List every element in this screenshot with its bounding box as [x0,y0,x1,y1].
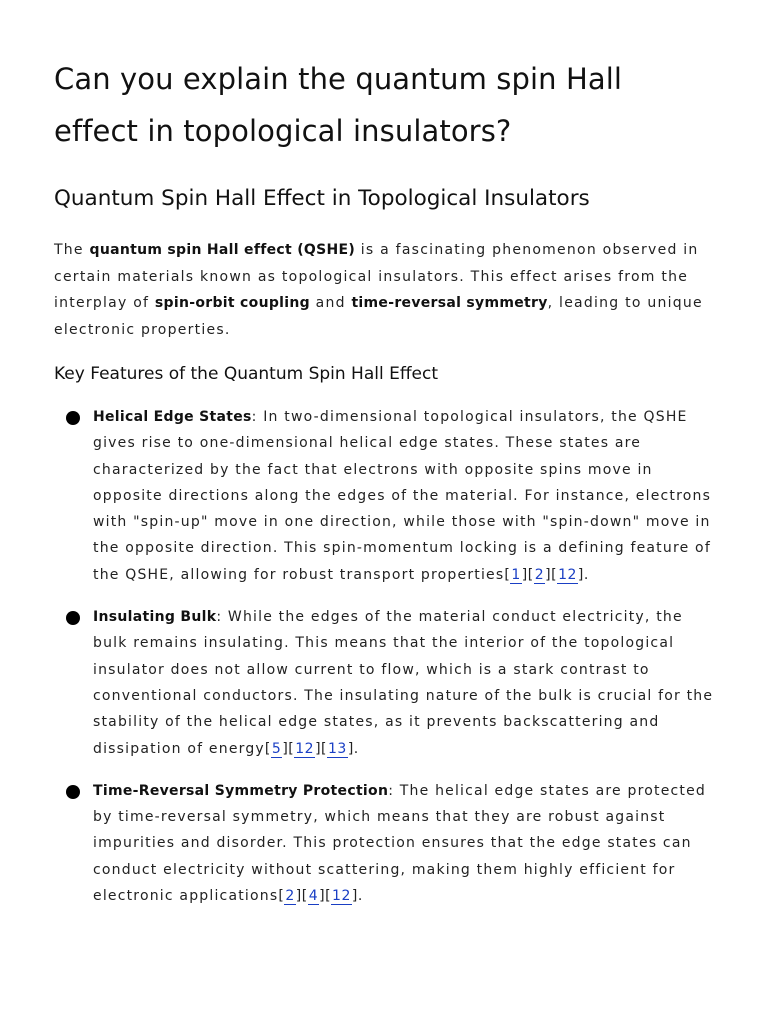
citations: [2][4][12]. [278,888,363,905]
intro-paragraph [54,237,714,343]
page-title: Can you explain the quantum spin Hall effect in topological insulators? [54,62,623,148]
citation-link[interactable]: 5 [271,740,282,757]
citation-link[interactable]: 2 [534,566,545,583]
citation-link[interactable]: 1 [511,566,521,583]
feature-text: : In two-dimensional topological insulators, the QSHE gives rise to one-dimensional helical edge states. These states are characterized by the fact that electrons with opposite spins move in opposite directions along the edges of the material. For instance, electrons with "spin-up" move in one direction, while those with "spin-down" move in the opposite direction. This spin-momentum locking is a defining feature of the QSHE, allowing for robust transport properties [93,409,712,583]
features-subheading: Key Features of the Quantum Spin Hall Effect [54,364,439,384]
citation-link[interactable]: 12 [332,888,351,905]
intro-bold-spin-orbit: spin-orbit coupling [154,295,310,311]
bullet-icon [66,411,80,425]
intro-bold-qshe: quantum spin Hall effect (QSHE) [89,242,356,258]
section-heading: Quantum Spin Hall Effect in Topological Insulators [54,186,590,211]
feature-term: Time-Reversal Symmetry Protection [93,782,389,799]
list-item [54,604,714,762]
bullet-icon [66,785,80,799]
feature-term: Insulating Bulk [93,609,217,626]
list-item [54,778,714,909]
intro-bold-time-reversal: time-reversal symmetry [351,295,548,311]
feature-text: : The helical edge states are protected by time-reversal symmetry, which means that they are robust against impurities and disorder. This protection ensures that the edge states can conduct electricity without scattering, making them highly efficient for electronic applications [93,782,706,905]
intro-text-2: is a fascinating phenomenon observed in certain materials known as topological insulators. This effect arises from the interplay of [54,242,699,311]
citations: [1][2][12]. [504,566,589,583]
intro-text-1: The [54,242,90,258]
citation-link[interactable]: 4 [308,888,319,905]
list-item [54,404,714,588]
citation-link[interactable]: 12 [558,566,577,583]
citation-link[interactable]: 12 [295,740,315,757]
intro-text-4: , leading to unique electronic properties. [54,295,703,338]
citation-link[interactable]: 2 [285,888,295,905]
features-list [54,404,714,909]
citations: [5][12][13]. [264,740,359,757]
feature-text: : While the edges of the material conduct electricity, the bulk remains insulating. This means that the interior of the topological insulator does not allow current to flow, which is a stark contrast to conventional conductors. The insulating nature of the bulk is crucial for the stability of the helical edge states, as it prevents backscattering and dissipation of energy [93,609,714,757]
bullet-icon [66,611,80,625]
feature-term: Helical Edge States [93,409,252,425]
intro-text-3: and [309,295,352,311]
citation-link[interactable]: 13 [328,740,347,757]
